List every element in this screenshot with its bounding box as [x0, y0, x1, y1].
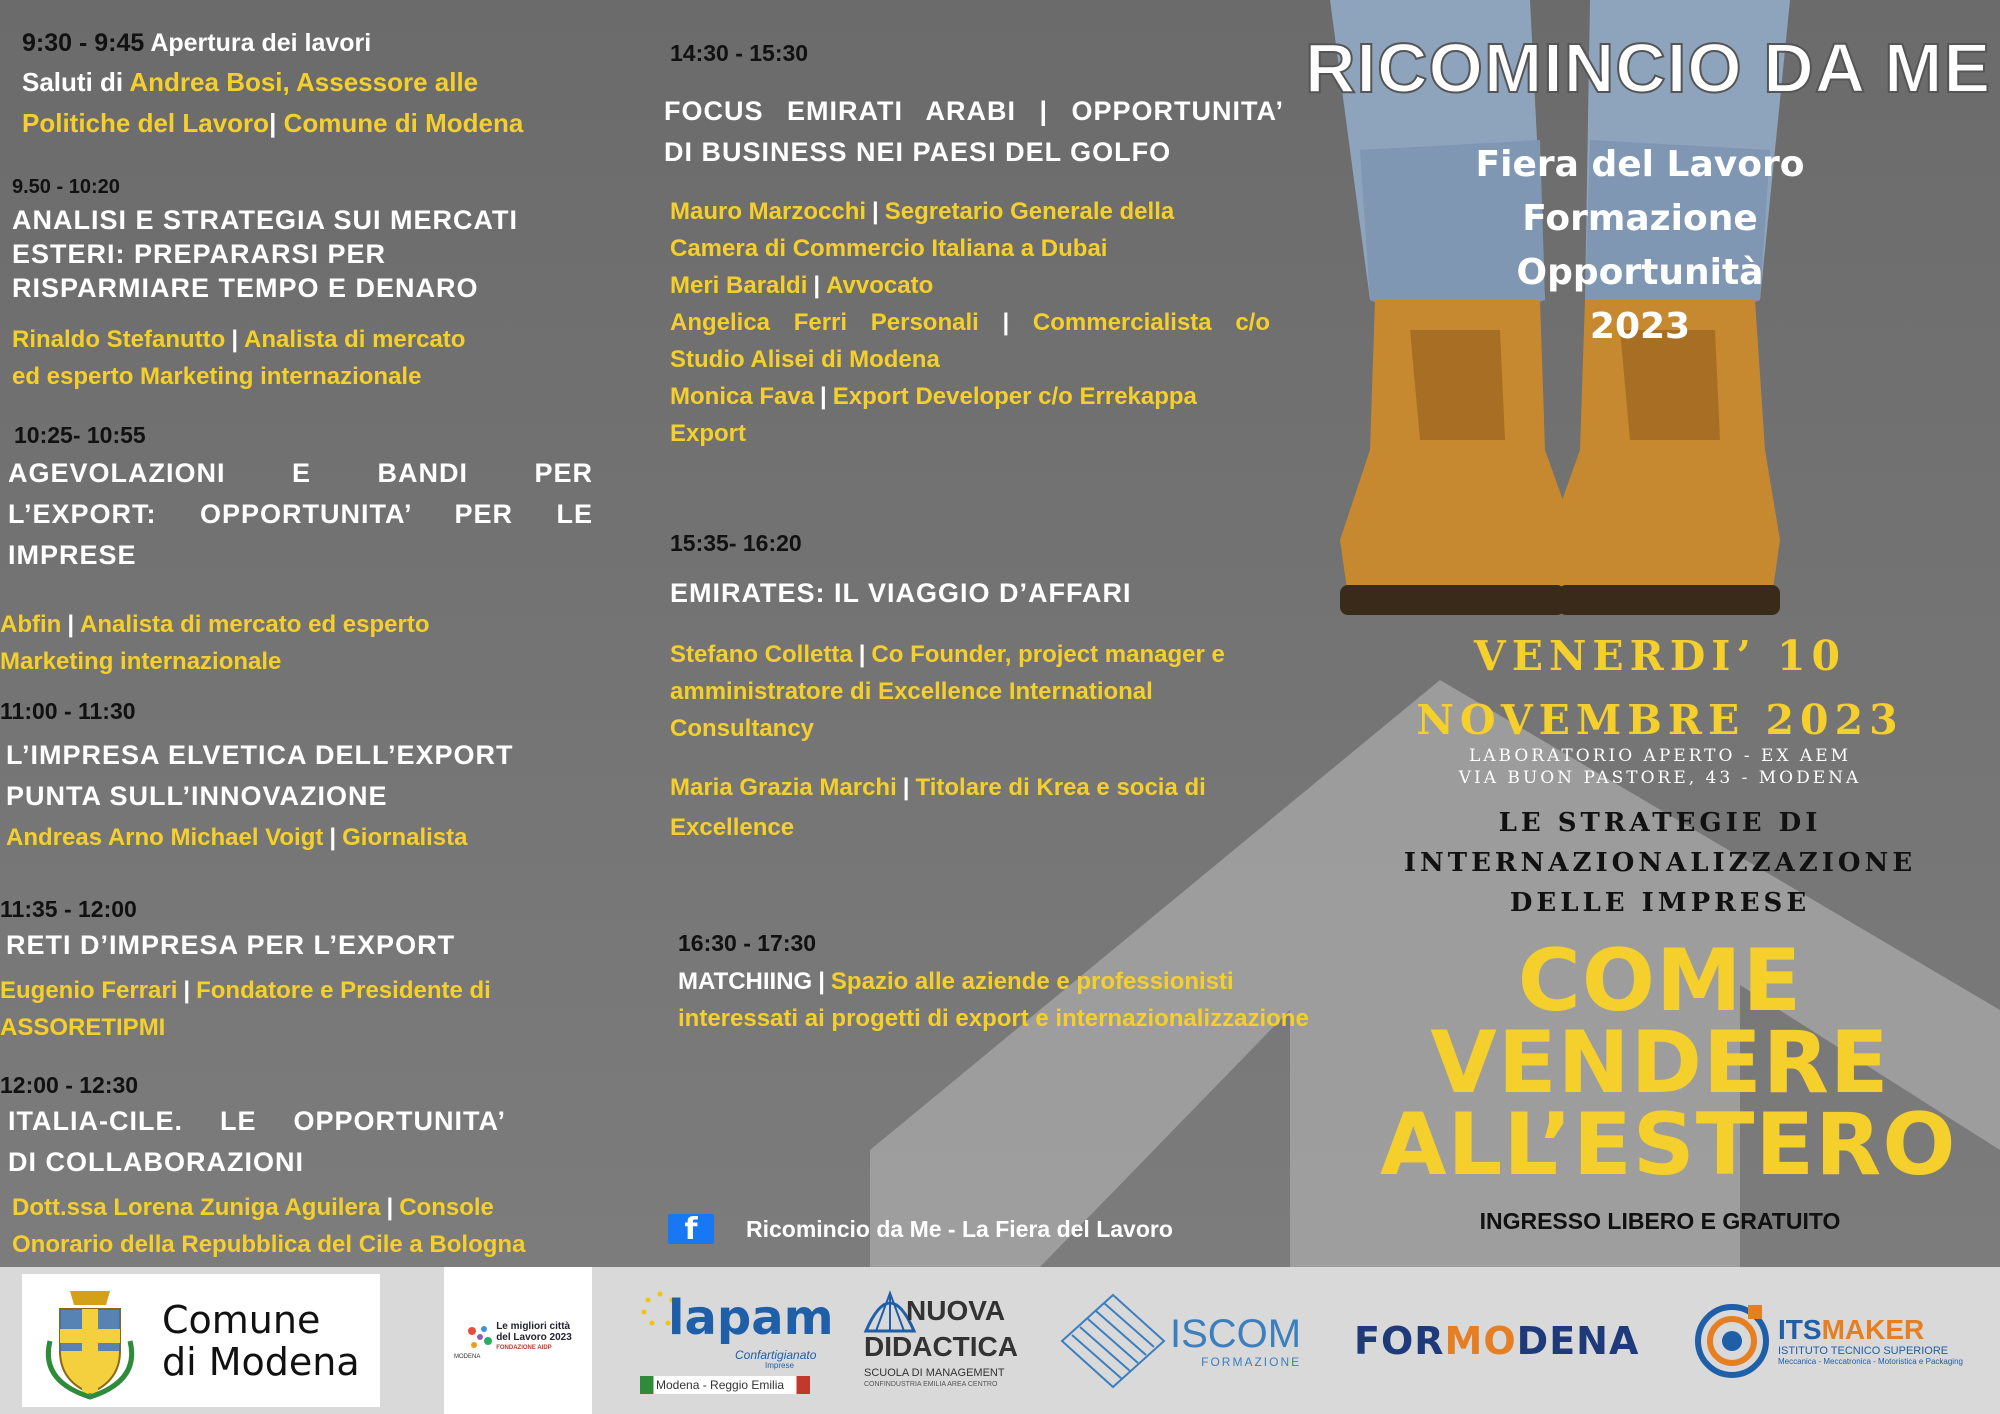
event-strategy — [1380, 803, 1940, 923]
logo-text: ISTITUTO TECNICO SUPERIORE — [1778, 1345, 1949, 1357]
logo-text: Meccanica - Meccatronica - Motoristica e Packaging — [1778, 1357, 1963, 1366]
logo-text: Comune — [162, 1297, 321, 1342]
dots-logo-icon — [464, 1323, 494, 1353]
speaker-name: Dott.ssa Lorena Zuniga Aguilera — [12, 1194, 381, 1221]
speaker-name: Rinaldo Stefanutto — [12, 326, 226, 353]
separator: | — [269, 108, 277, 138]
session-time: 16:30 - 17:30 — [678, 930, 817, 956]
speaker-name: Stefano Colletta — [670, 641, 853, 668]
session-title-line: IMPRESE — [8, 540, 137, 570]
subtitle-line: Formazione — [1522, 198, 1758, 239]
separator: | — [329, 824, 337, 851]
speaker-abfin — [0, 606, 600, 680]
session-agevolazioni — [8, 422, 593, 576]
fair-subtitle — [1420, 138, 1860, 354]
session-title-line: DI COLLABORAZIONI — [8, 1147, 304, 1177]
separator: | — [386, 1194, 394, 1221]
logo-comune-modena — [22, 1267, 380, 1414]
speaker-name: Monica Fava — [670, 383, 815, 410]
session-title-line: ITALIA-CILE. LE OPPORTUNITA’ — [8, 1106, 506, 1136]
coat-of-arms-icon — [30, 1281, 150, 1401]
session-title-line: DI BUSINESS NEI PAESI DEL GOLFO — [664, 137, 1172, 167]
session-title-line: ANALISI E STRATEGIA SUI MERCATI — [12, 205, 519, 235]
speaker-name: Maria Grazia Marchi — [670, 774, 897, 801]
session-title-line: AGEVOLAZIONI E BANDI PER — [8, 458, 593, 488]
session-title: RETI D’IMPRESA PER L’EXPORT — [6, 930, 456, 960]
strategy-line: DELLE IMPRESE — [1509, 888, 1811, 918]
session-title: EMIRATES: IL VIAGGIO D’AFFARI — [670, 578, 1132, 608]
session-analisi — [12, 176, 592, 395]
logo-text: Modena - Reggio Emilia — [640, 1376, 810, 1394]
logo-text: del Lavoro 2023 — [496, 1332, 572, 1343]
greet-name: Andrea Bosi, Assessore alle — [129, 67, 479, 97]
session-time: 15:35- 16:20 — [670, 530, 802, 556]
speaker-role: Marketing internazionale — [0, 648, 282, 675]
speaker-role: Segretario Generale della — [884, 198, 1175, 225]
session-reti — [0, 896, 600, 1046]
strategy-line: LE STRATEGIE DI — [1498, 808, 1822, 838]
logo-text: FONDAZIONE AIDP — [496, 1345, 552, 1351]
facebook-icon: f — [668, 1214, 714, 1244]
session-title-line: ESTERI: PREPARARSI PER — [12, 239, 387, 269]
session-italia-cile — [0, 1072, 600, 1263]
event-date — [1380, 624, 1940, 752]
logo-text: lapam — [668, 1289, 834, 1346]
separator: | — [820, 383, 827, 410]
speaker-role: Giornalista — [342, 824, 468, 851]
speaker-role: Fondatore e Presidente di — [196, 977, 491, 1004]
session-time: 14:30 - 15:30 — [670, 40, 809, 66]
subtitle-line: Opportunità — [1516, 252, 1764, 293]
headline-line: COME — [1517, 931, 1803, 1031]
sponsor-logo-strip — [0, 1267, 2000, 1414]
speaker-role: Console — [399, 1194, 494, 1221]
logo-formodena — [1354, 1267, 1639, 1414]
speaker-name: Meri Baraldi — [670, 272, 808, 299]
session-title-line: FOCUS EMIRATI ARABI | OPPORTUNITA’ — [664, 96, 1284, 126]
speaker-role: Avvocato — [826, 272, 934, 299]
poster-title: RICOMINCIO DA ME — [1305, 29, 1992, 107]
separator: | — [183, 977, 191, 1004]
speaker-role: Commercialista c/o — [1032, 309, 1270, 336]
logo-text: Imprese — [765, 1360, 794, 1370]
date-line: NOVEMBRE 2023 — [1416, 696, 1904, 744]
strategy-line: INTERNAZIONALIZZAZIONE — [1403, 848, 1917, 878]
session-time: 10:25- 10:55 — [14, 422, 146, 448]
speaker-role: Analista di mercato ed esperto — [80, 611, 430, 638]
logo-text: Le migliori città — [496, 1321, 571, 1332]
speaker-role: ASSORETIPMI — [0, 1014, 166, 1041]
logo-text: CONFINDUSTRIA EMILIA AREA CENTRO — [864, 1380, 998, 1388]
event-venue — [1380, 745, 1940, 789]
speaker-name: Abfin — [0, 611, 62, 638]
session-time: 9.50 - 10:20 — [12, 176, 120, 198]
speaker-role: Onorario della Repubblica del Cile a Bologna — [12, 1231, 526, 1258]
separator: | — [872, 198, 879, 225]
gear-target-icon — [1692, 1301, 1772, 1381]
headline-line: VENDERE — [1430, 1013, 1890, 1113]
session-title: MATCHIING — [678, 968, 813, 995]
session-desc: interessati ai progetti di export e internazionalizzazione — [678, 1005, 1309, 1032]
logo-text: DENA — [1516, 1318, 1640, 1363]
session-title-line: L’IMPRESA ELVETICA DELL’EXPORT — [6, 740, 514, 770]
speaker-role: Excellence — [670, 814, 795, 841]
speaker-role: Titolare di Krea e socia di — [915, 774, 1206, 801]
session-title-line: L’EXPORT: OPPORTUNITA’ PER LE — [8, 499, 593, 529]
facebook-page-name: Ricomincio da Me - La Fiera del Lavoro — [746, 1215, 1173, 1242]
session-title: Apertura dei lavori — [150, 29, 372, 57]
logo-text: FORMAZIONE — [1201, 1354, 1302, 1369]
logo-iscom — [1058, 1267, 1301, 1414]
subtitle-line: Fiera del Lavoro — [1475, 144, 1805, 185]
logo-migliori-citta — [444, 1267, 592, 1414]
session-focus-emirati — [664, 40, 1284, 452]
iscom-diamond-icon — [1058, 1291, 1168, 1391]
date-line: VENERDI’ 10 — [1473, 632, 1847, 680]
logo-text: MO — [1444, 1318, 1517, 1363]
separator: | — [1002, 309, 1010, 336]
speaker-name: Angelica Ferri Personali — [670, 309, 979, 336]
logo-text: ITS — [1778, 1314, 1822, 1345]
separator: | — [818, 968, 825, 995]
entry-note: INGRESSO LIBERO E GRATUITO — [1479, 1208, 1841, 1234]
speaker-role: Export Developer c/o Errekappa — [832, 383, 1197, 410]
separator: | — [67, 611, 75, 638]
speaker-name: Eugenio Ferrari — [0, 977, 178, 1004]
session-time: 11:35 - 12:00 — [0, 896, 137, 922]
separator: | — [902, 774, 910, 801]
session-elvetica — [0, 698, 600, 856]
session-title-line: RISPARMIARE TEMPO E DENARO — [12, 273, 479, 303]
speaker-role: Co Founder, project manager e — [871, 641, 1225, 668]
speaker-role: Export — [670, 420, 747, 447]
logo-text: FOR — [1354, 1318, 1445, 1363]
session-time: 11:00 - 11:30 — [0, 698, 136, 724]
greet-prefix: Saluti di — [22, 67, 124, 97]
speaker-name: Andreas Arno Michael Voigt — [6, 824, 324, 851]
session-desc: Spazio alle aziende e professionisti — [830, 968, 1234, 995]
speaker-role: ed esperto Marketing internazionale — [12, 363, 422, 390]
separator: | — [813, 272, 821, 299]
session-emirates — [670, 530, 1310, 850]
session-time: 12:00 - 12:30 — [0, 1072, 139, 1098]
session-time: 9:30 - 9:45 — [22, 29, 145, 57]
logo-text: Confartigianato — [735, 1347, 817, 1362]
speaker-role: Consultancy — [670, 715, 815, 742]
speaker-role: Studio Alisei di Modena — [670, 346, 940, 373]
logo-text: ISCOM — [1170, 1311, 1302, 1356]
logo-text: di Modena — [162, 1339, 360, 1384]
greet-role: Politiche del Lavoro — [22, 108, 270, 138]
speaker-name: Mauro Marzocchi — [670, 198, 867, 225]
logo-text: MAKER — [1821, 1314, 1925, 1345]
logo-lapam — [640, 1267, 834, 1414]
greet-org: Comune di Modena — [283, 108, 524, 138]
separator: | — [231, 326, 239, 353]
session-title-line: PUNTA SULL’INNOVAZIONE — [6, 781, 388, 811]
speaker-role: amministratore di Excellence International — [670, 678, 1153, 705]
venue-line: LABORATORIO APERTO - EX AEM — [1468, 746, 1852, 766]
venue-line: VIA BUON PASTORE, 43 - MODENA — [1458, 768, 1862, 788]
speaker-role: Camera di Commercio Italiana a Dubai — [670, 235, 1108, 262]
logo-text: NUOVA — [906, 1294, 1006, 1326]
logo-text: DIDACTICA — [864, 1330, 1018, 1362]
logo-its-maker — [1692, 1267, 1963, 1414]
session-opening — [22, 24, 622, 144]
speaker-role: Analista di mercato — [244, 326, 466, 353]
headline-line: ALL’ESTERO — [1380, 1095, 1957, 1195]
session-matching — [678, 930, 1378, 1037]
facebook-link[interactable] — [668, 1212, 1173, 1247]
subtitle-line: 2023 — [1589, 306, 1691, 347]
logo-nuova-didactica — [862, 1267, 1022, 1414]
separator: | — [858, 641, 866, 668]
event-headline — [1380, 931, 1957, 1195]
logo-text: SCUOLA DI MANAGEMENT — [864, 1366, 1005, 1379]
logo-text: MODENA — [454, 1354, 481, 1360]
